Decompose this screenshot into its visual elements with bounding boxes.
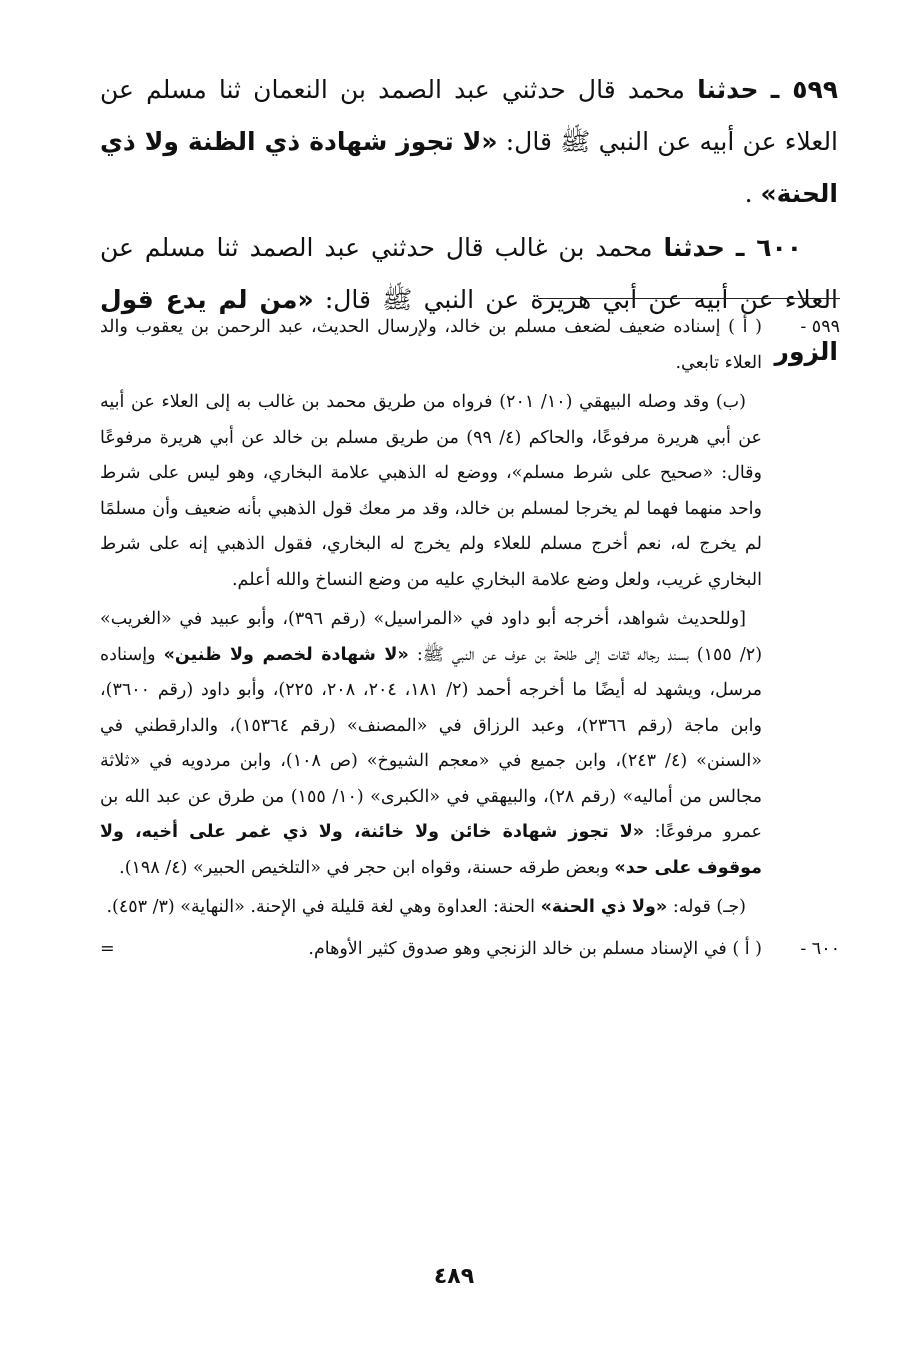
footnote-separator: [538, 298, 840, 299]
hadith-isnad: محمد بن غالب قال حدثني عبد الصمد ثنا مسلم عن العلاء عن أبيه عن أبي هريرة عن النبي ﷺ قال:: [100, 233, 838, 314]
footnote-quote: «لا شهادة لخصم ولا ظنين»: [163, 644, 409, 665]
footnote-quote: «لا تجوز شهادة خائن ولا خائنة، ولا ذي غمر على أخيه، ولا موقوف على حد»: [100, 822, 762, 878]
footnote-text: (ب) وقد وصله البيهقي (١٠/ ٢٠١) فرواه من طريق محمد بن غالب به إلى العلاء عن أبيه عن أبي هريرة مرفوعًا، والحاكم (٤/ ٩٩) من طريق مسلم بن خالد عن أبي هريرة مرفوعًا وقال: «صحيح على شرط مسلم»، ووضع له الذهبي علامة البخاري، وهو ليس على شرط واحد منهما فهما لم يخرجا لمسلم بن خالد، وقد مر معك قول الذهبي بأنه ضعيف وأن مسلمًا لم يخرج له، نعم أخرج مسلم للعلاء ولم يخرج له البخاري، فقول الذهبي إنه على شرط البخاري غريب، ولعل وضع علامة البخاري عليه من وضع النساخ والله أعلم.: [100, 392, 762, 590]
hadith-number: ٥٩٩ ـ: [770, 75, 838, 104]
footnotes: [100, 310, 840, 967]
footnote-quote: «ولا ذي الحنة»: [540, 897, 668, 917]
hadith-matn: «لا تجوز شهادة ذي الظنة ولا ذي الحنة»: [100, 127, 838, 208]
footnote-text: وبعض طرقه حسنة، وقواه ابن حجر في «التلخيص الحبير» (٤/ ١٩٨).: [119, 857, 615, 878]
hadith-keyword: حدثنا: [697, 75, 759, 104]
hadith-keyword: حدثنا: [663, 233, 725, 262]
hadith-matn: «من لم يدع قول الزور: [100, 285, 838, 366]
hadith-599: [100, 64, 838, 220]
footnote-599-c: [100, 890, 840, 926]
footnote-text: وإسناده مرسل، ويشهد له أيضًا ما أخرجه أحمد (٢/ ١٨١، ٢٠٤، ٢٠٨، ٢٢٥)، وأبو داود (رقم ٣٦٠٠)، وابن ماجة (رقم ٢٣٦٦)، وعبد الرزاق في «المصنف» (رقم ١٥٣٦٤)، والدارقطني في «السنن» (٤/ ٢٤٣)، وابن جميع في «معجم الشيوخ» (ص ١٠٨)، وابن مردويه في «ثلاثة مجالس من أماليه» (رقم ٢٨)، والبيهقي في «الكبرى» (١٠/ ١٥٥) من طرق عن عبد الله بن عمرو مرفوعًا:: [100, 644, 763, 842]
footnote-text: [وللحديث شواهد، أخرجه أبو داود في «المراسيل» (رقم ٣٩٦)، وأبو عبيد في «الغريب» (٢/ ١٥٥) بسند رجاله ثقات إلى طلحة بن عوف عن النبي ﷺ:: [100, 609, 763, 665]
footnote-number: ٦٠٠ -: [800, 938, 840, 959]
hadith-isnad: محمد قال حدثني عبد الصمد بن النعمان ثنا مسلم عن العلاء عن أبيه عن النبي ﷺ قال:: [100, 75, 839, 156]
footnote-599-a: [100, 310, 840, 381]
footnote-text: (جـ) قوله:: [667, 897, 746, 917]
hadith-end: .: [744, 179, 761, 208]
hadith-number: ٦٠٠ ـ: [735, 233, 802, 262]
footnote-599-b: [100, 385, 840, 598]
footnote-text: ( أ ) إسناده ضعيف لضعف مسلم بن خالد، ولإرسال الحديث، عبد الرحمن بن يعقوب والد العلاء تابعي.: [100, 317, 762, 373]
footnote-600-a: [100, 932, 840, 968]
page-number: ٤٨٩: [433, 1264, 475, 1289]
continued-mark: =: [100, 938, 115, 959]
footnote-text: ( أ ) في الإسناد مسلم بن خالد الزنجي وهو صدوق كثير الأوهام.: [308, 938, 762, 959]
footnote-599-shawahid: [100, 602, 840, 886]
footnote-number: ٥٩٩ -: [800, 317, 840, 337]
footnote-text: الحنة: العداوة وهي لغة قليلة في الإحنة. «النهاية» (٣/ ٤٥٣).: [106, 897, 541, 917]
